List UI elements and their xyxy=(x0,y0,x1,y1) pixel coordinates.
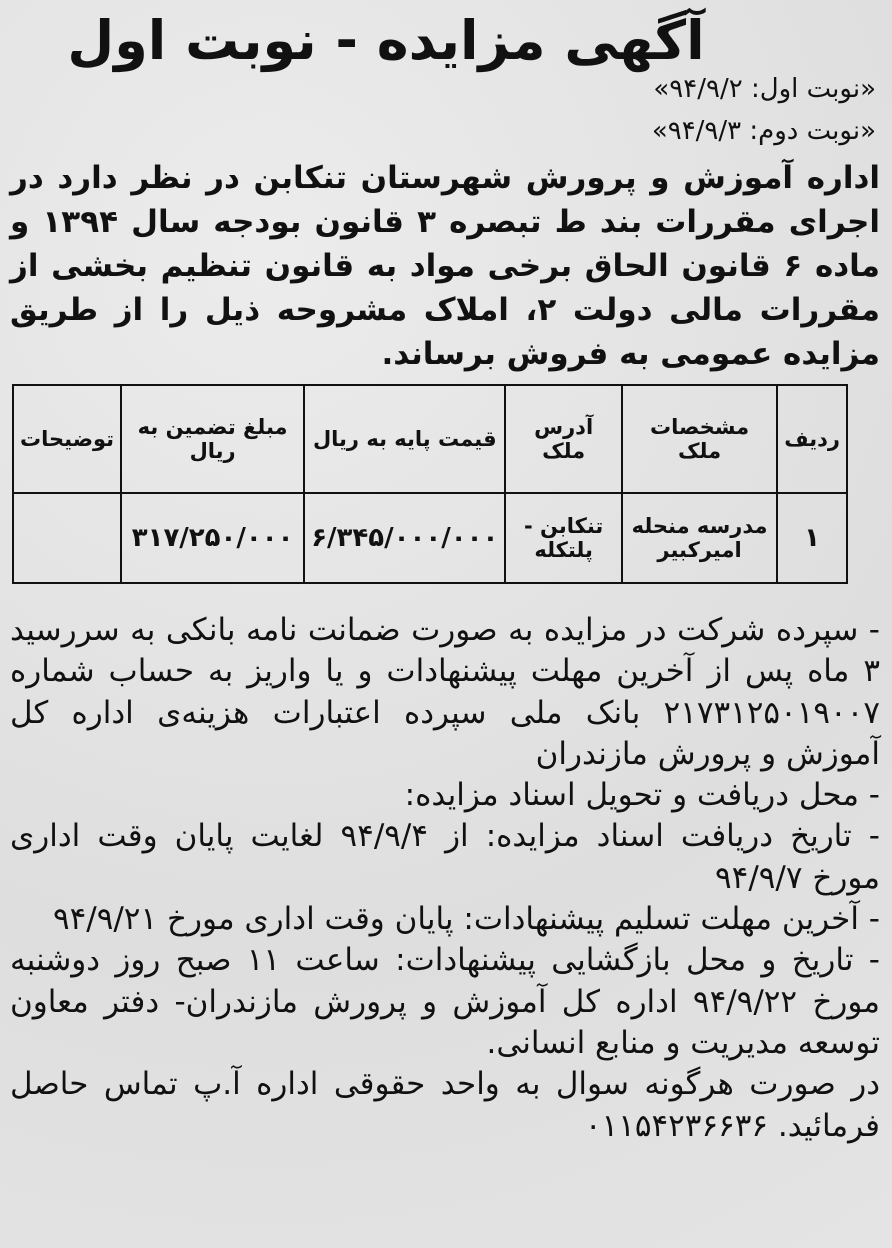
intro-paragraph: اداره آموزش و پرورش شهرستان تنکابن در نظر دارد در اجرای مقررات بند ط تبصره ۳ قانون بودجه سال ۱۳۹۴ و ماده ۶ قانون الحاق برخی مواد به قانون تنظیم بخشی از مقررات مالی دولت ۲، املاک مشروحه ذیل را از طریق مزایده عمومی به فروش برساند. xyxy=(10,160,881,372)
notice-clauses xyxy=(10,610,880,1147)
deposit-clause: - سپرده شرکت در مزایده به صورت ضمانت نامه بانکی به سررسید ۳ ماه پس از آخرین مهلت پیشنهادات و یا واریز به حساب شماره ۲۱۷۳۱۲۵۰۱۹۰۰۷ بانک ملی سپرده اعتبارات هزینه‌ی اداره کل آموزش و پرورش مازندران xyxy=(10,612,880,772)
cell-base-price: ۶/۳۴۵/۰۰۰/۰۰۰ xyxy=(304,493,505,583)
cell-address: تنکابن - پلتکله xyxy=(505,493,622,583)
header-radif: ردیف xyxy=(777,385,847,493)
first-round-date: «نوبت اول: ۹۴/۹/۲» xyxy=(653,74,876,104)
header-spec: مشخصات ملک xyxy=(622,385,777,493)
header-base-price: قیمت پایه به ریال xyxy=(304,385,505,493)
auction-table xyxy=(12,384,848,584)
documents-place-clause: - محل دریافت و تحویل اسناد مزایده: xyxy=(404,777,880,814)
receive-date-clause: - تاریخ دریافت اسناد مزایده: از ۹۴/۹/۴ لغایت پایان وقت اداری مورخ ۹۴/۹/۷ xyxy=(10,818,880,896)
cell-guarantee: ۳۱۷/۲۵۰/۰۰۰ xyxy=(121,493,304,583)
opening-clause: - تاریخ و محل بازگشایی پیشنهادات: ساعت ۱۱ صبح روز دوشنبه مورخ ۹۴/۹/۲۲ اداره کل آموزش و پرورش مازندران- دفتر معاون توسعه مدیریت و منابع انسانی. xyxy=(10,942,880,1061)
deadline-clause: - آخرین مهلت تسلیم پیشنهادات: پایان وقت اداری مورخ ۹۴/۹/۲۱ xyxy=(52,901,880,938)
second-round-date: «نوبت دوم: ۹۴/۹/۳» xyxy=(651,116,876,146)
header-notes: توضیحات xyxy=(13,385,121,493)
header-guarantee: مبلغ تضمین به ریال xyxy=(121,385,304,493)
cell-notes xyxy=(13,493,121,583)
property-table xyxy=(12,384,848,584)
notice-title: آگهی مزایده - نوبت اول xyxy=(67,9,705,72)
cell-spec: مدرسه منحله امیرکبیر xyxy=(622,493,777,583)
contact-clause: در صورت هرگونه سوال به واحد حقوقی اداره آ.پ تماس حاصل فرمائید. ۰۱۱۵۴۲۳۶۶۳۶ xyxy=(10,1066,880,1144)
table-header-row xyxy=(13,385,847,493)
table-row xyxy=(13,493,847,583)
header-address: آدرس ملک xyxy=(505,385,622,493)
cell-radif: ۱ xyxy=(777,493,847,583)
